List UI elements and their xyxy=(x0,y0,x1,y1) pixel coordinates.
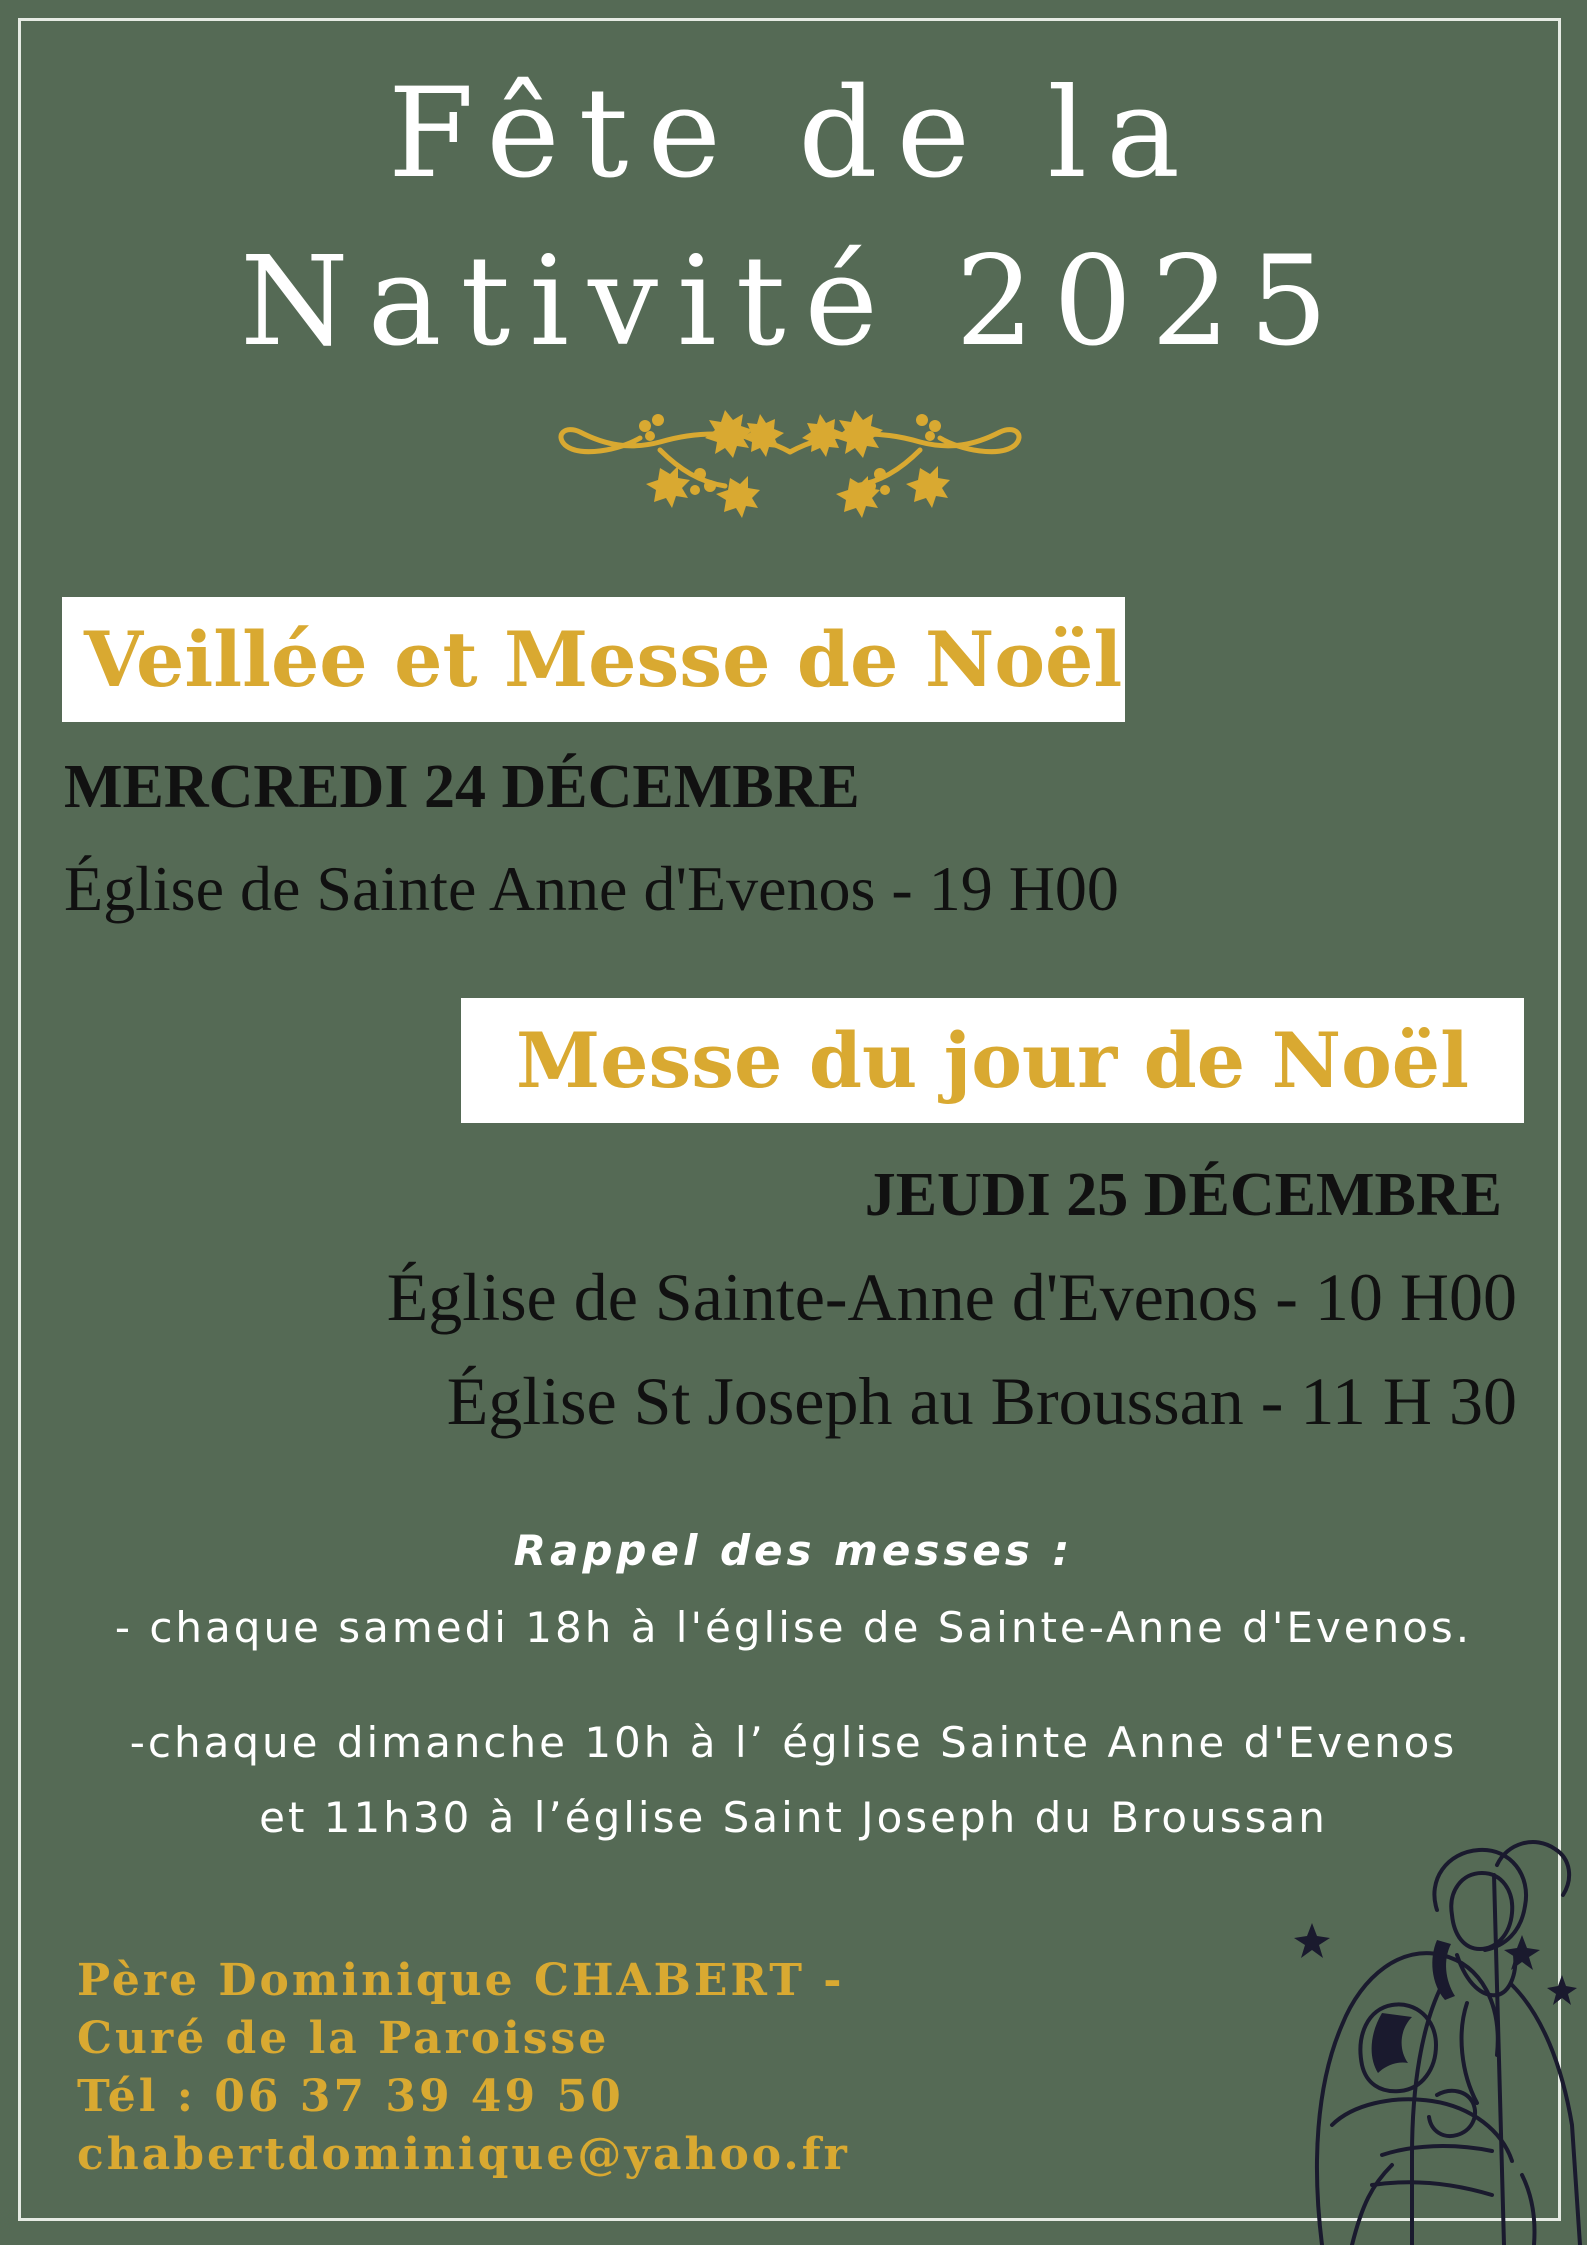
reminder-saturday: - chaque samedi 18h à l'église de Sainte-Anne d'Evenos. xyxy=(114,1603,1473,1652)
section-heading-vigil: Veillée et Messe de Noël xyxy=(62,597,1125,722)
contact-phone[interactable]: Tél : 06 37 39 49 50 xyxy=(77,2071,624,2122)
contact-role: Curé de la Paroisse xyxy=(77,2013,610,2064)
contact-name: Père Dominique CHABERT - xyxy=(77,1955,845,2006)
holy-family-illustration-icon xyxy=(1262,1835,1587,2245)
title-line-2: Nativité 2025 xyxy=(240,230,1347,374)
contact-email[interactable]: chabertdominique@yahoo.fr xyxy=(77,2129,850,2180)
day-mass-location-2: Église St Joseph au Broussan - 11 H 30 xyxy=(446,1363,1517,1439)
reminder-sunday-continued: et 11h30 à l’église Saint Joseph du Broussan xyxy=(259,1793,1328,1842)
reminder-sunday: -chaque dimanche 10h à l’ église Sainte Anne d'Evenos xyxy=(129,1718,1458,1767)
title-line-1: Fête de la xyxy=(387,62,1200,206)
reminder-heading: Rappel des messes : xyxy=(513,1526,1074,1575)
section-heading-day-mass: Messe du jour de Noël xyxy=(461,998,1524,1123)
vigil-location-time: Église de Sainte Anne d'Evenos - 19 H00 xyxy=(64,853,1119,924)
vigil-date: MERCREDI 24 DÉCEMBRE xyxy=(64,753,860,821)
day-mass-date: JEUDI 25 DÉCEMBRE xyxy=(864,1161,1502,1229)
day-mass-location-1: Église de Sainte-Anne d'Evenos - 10 H00 xyxy=(386,1259,1517,1335)
holly-ornament-icon xyxy=(550,390,1030,520)
